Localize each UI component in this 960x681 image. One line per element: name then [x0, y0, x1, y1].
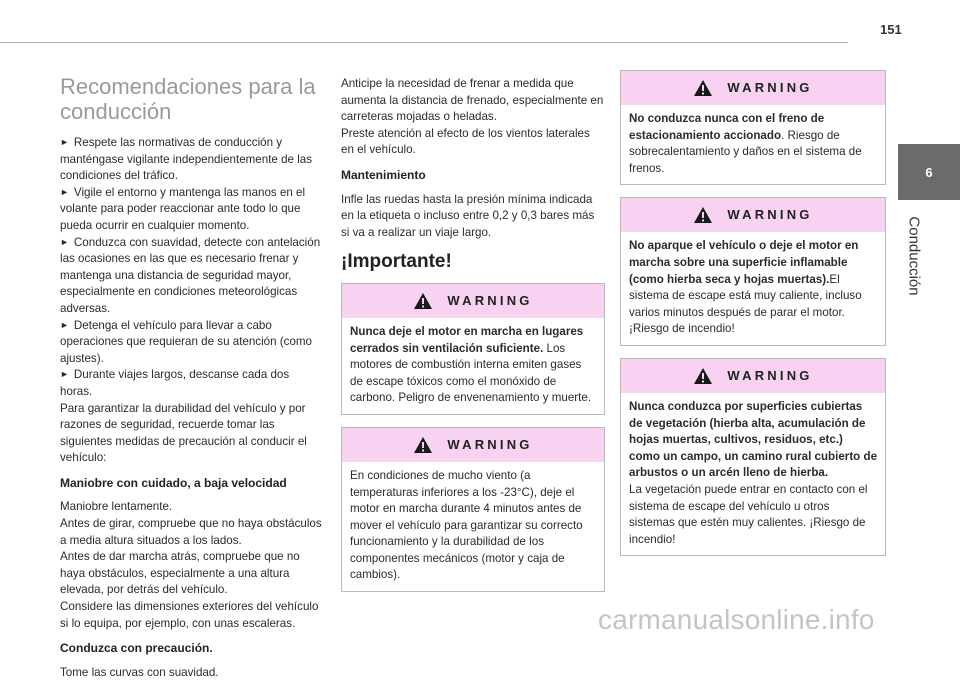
warning-text: No conduzca nunca con el freno de estacionamiento accionado. Riesgo de sobrecalentamiento y daños en el sistema de frenos.: [629, 112, 862, 175]
chapter-title: Conducción: [905, 216, 923, 296]
chapter-label: [904, 210, 924, 302]
page-number: 151: [880, 22, 902, 37]
column-middle: [341, 76, 605, 604]
warning-text: Nunca deje el motor en marcha en lugares cerrados sin ventilación suficiente. Los motores de combustión interna emiten gases de escape tóxicos como el monóxido de carbono. Peligro de envenenamiento y muerte.: [350, 324, 592, 405]
list-item: ► Conduzca con suavidad, detecte con antelación las ocasiones en las que es necesario frenar y mantenga una distancia de seguridad mayor, especialmente en condiciones meteorológicas adversas.: [60, 235, 321, 315]
body-text: Antes de dar marcha atrás, compruebe que no haya obstáculos, especialmente a una altura elevada, por detrás del vehículo.: [60, 550, 300, 597]
warning-title: WARNING: [447, 436, 533, 452]
body-text: Tome las curvas con suavidad.: [60, 665, 219, 679]
subheading: Mantenimiento: [341, 167, 426, 182]
triangle-right-icon: ►: [60, 319, 69, 330]
body-text: Anticipe la necesidad de frenar a medida que aumenta la distancia de frenado, especialmente en carreteras mojadas o heladas.: [341, 77, 604, 124]
warning-box: [620, 358, 886, 556]
warning-title: WARNING: [727, 207, 813, 223]
warning-box: [341, 427, 605, 592]
list-item: ► Detenga el vehículo para llevar a cabo operaciones que requieran de su atención (como ajustes).: [60, 318, 313, 365]
warning-header: [342, 428, 604, 462]
header-divider: [0, 42, 848, 43]
column-right: [620, 70, 886, 568]
column-left: [60, 70, 324, 681]
triangle-right-icon: ►: [60, 236, 69, 247]
warning-text: Nunca conduzca por superficies cubiertas de vegetación (hierba alta, acumulación de hojas muertas, cultivos, residuos, etc.) como un campo, un camino rural cubierto de arbustos o un arcén lleno de hierba. La vegetación puede entrar en contacto con el sistema de escape del vehículo u otros sistemas que estén muy calientes. ¡Riesgo de incendio!: [629, 399, 878, 546]
warning-text: No aparque el vehículo o deje el motor en marcha sobre una superficie inflamable (como hierba seca y hojas muertas).El sistema de escape está muy caliente, incluso varios minutos después de parar el motor. ¡Riesgo de incendio!: [629, 239, 862, 336]
warning-box: [620, 70, 886, 185]
triangle-right-icon: ►: [60, 137, 69, 147]
body-text: Para garantizar la durabilidad del vehículo y por razones de seguridad, recuerde tomar las siguientes medidas de precaución al conducir el vehículo:: [60, 401, 307, 465]
list-item: ► Durante viajes largos, descanse cada dos horas.: [60, 368, 290, 398]
triangle-right-icon: ►: [60, 186, 69, 197]
warning-box: [341, 283, 605, 415]
warning-header: [621, 71, 885, 105]
list-item: ► Respete las normativas de conducción y manténgase vigilante independientemente de las condiciones del tráfico.: [60, 136, 313, 183]
warning-header: [621, 198, 885, 232]
warning-triangle-icon: [693, 367, 713, 385]
warning-title: WARNING: [727, 367, 813, 383]
chapter-number: 6: [925, 164, 933, 180]
warning-triangle-icon: [693, 79, 713, 97]
warning-header: [342, 284, 604, 318]
body-text: Antes de girar, compruebe que no haya obstáculos a media altura situados a los lados.: [60, 517, 322, 547]
warning-title: WARNING: [727, 79, 813, 95]
warning-title: WARNING: [447, 292, 533, 308]
triangle-right-icon: ►: [60, 369, 69, 380]
body-text: Maniobre lentamente.: [60, 500, 173, 514]
warning-triangle-icon: [413, 436, 433, 454]
subheading: Maniobre con cuidado, a baja velocidad: [60, 475, 287, 490]
watermark: carmanualsonline.info: [598, 604, 875, 635]
body-text: Considere las dimensiones exteriores del vehículo si lo equipa, por ejemplo, con unas escaleras.: [60, 600, 319, 630]
section-title: Recomendaciones para la conducción: [60, 74, 316, 124]
list-item: ► Vigile el entorno y mantenga las manos en el volante para poder reaccionar ante todo lo que pueda ocurrir en cualquier momento.: [60, 185, 306, 232]
chapter-tab: [898, 144, 960, 200]
important-heading: ¡Importante!: [341, 251, 452, 273]
bullet-list: [60, 135, 324, 401]
body-text: Infle las ruedas hasta la presión mínima indicada en la etiqueta o incluso entre 0,2 y 0,3 bares más si va a realizar un viaje largo.: [341, 192, 595, 239]
warning-text: En condiciones de mucho viento (a temperaturas inferiores a los -23°C), deje el motor en marcha durante 4 minutos antes de mover el vehículo para garantizar su correcto funcionamiento y la durabilidad de los componentes mecánicos (motor y caja de cambios).: [350, 468, 583, 582]
warning-triangle-icon: [693, 206, 713, 224]
subheading: Conduzca con precaución.: [60, 641, 213, 656]
warning-header: [621, 359, 885, 393]
warning-box: [620, 197, 886, 346]
body-text: Preste atención al efecto de los vientos laterales en el vehículo.: [341, 126, 590, 157]
warning-triangle-icon: [413, 292, 433, 310]
